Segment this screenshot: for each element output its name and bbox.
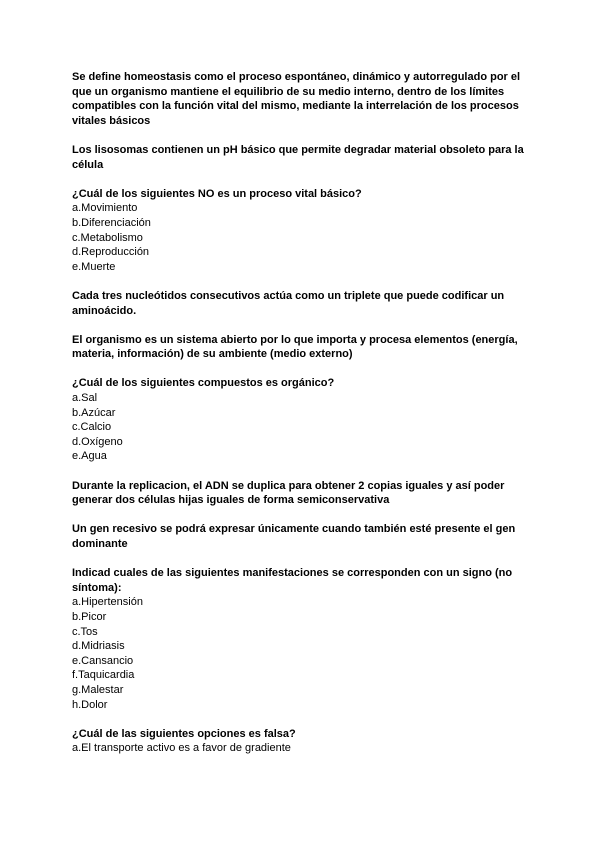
option: c.Calcio xyxy=(72,421,112,434)
options-list xyxy=(72,741,532,756)
question: ¿Cuál de los siguientes NO es un proceso vital básico? xyxy=(72,187,362,200)
option: e.Agua xyxy=(72,450,107,463)
question: ¿Cuál de los siguientes compuestos es orgánico? xyxy=(72,377,335,390)
option: a.Sal xyxy=(72,392,98,405)
options-list xyxy=(72,391,532,464)
option: h.Dolor xyxy=(72,698,108,711)
statement: Un gen recesivo se podrá expresar únicamente cuando también esté presente el gen dominante xyxy=(72,523,516,550)
option: c.Metabolismo xyxy=(72,231,143,244)
option: a.El transporte activo es a favor de gradiente xyxy=(72,742,291,755)
options-list xyxy=(72,595,532,712)
option: e.Cansancio xyxy=(72,654,134,667)
statement: Cada tres nucleótidos consecutivos actúa como un triplete que puede codificar un aminoácido. xyxy=(72,289,505,317)
option: b.Diferenciación xyxy=(72,216,151,229)
question: Indicad cuales de las siguientes manifestaciones se corresponden con un signo (no síntoma): xyxy=(72,567,513,594)
option: g.Malestar xyxy=(72,683,124,696)
option: c.Tos xyxy=(72,625,98,638)
option: d.Reproducción xyxy=(72,246,150,259)
document-page xyxy=(72,70,532,771)
option: e.Muerte xyxy=(72,260,116,273)
statement: Los lisosomas contienen un pH básico que permite degradar material obsoleto para la célula xyxy=(72,143,524,171)
statement: Se define homeostasis como el proceso espontáneo, dinámico y autorregulado por el que un organismo mantiene el equilibrio de su medio interno, dentro de los límites compatibles con la función vital del mismo, mediante la interrelación de los procesos vitales básicos xyxy=(72,71,521,127)
options-list xyxy=(72,201,532,274)
option: b.Azúcar xyxy=(72,406,116,419)
option: d.Oxígeno xyxy=(72,435,123,448)
question: ¿Cuál de las siguientes opciones es falsa? xyxy=(72,727,296,740)
statement: Durante la replicacion, el ADN se duplica para obtener 2 copias iguales y así poder generar dos células hijas iguales de forma semiconservativa xyxy=(72,479,505,507)
option: d.Midriasis xyxy=(72,640,125,653)
option: a.Movimiento xyxy=(72,202,138,215)
statement: El organismo es un sistema abierto por lo que importa y procesa elementos (energía, materia, información) de su ambiente (medio externo) xyxy=(72,333,518,361)
option: a.Hipertensión xyxy=(72,596,143,609)
option: b.Picor xyxy=(72,610,107,623)
option: f.Taquicardia xyxy=(72,669,135,682)
